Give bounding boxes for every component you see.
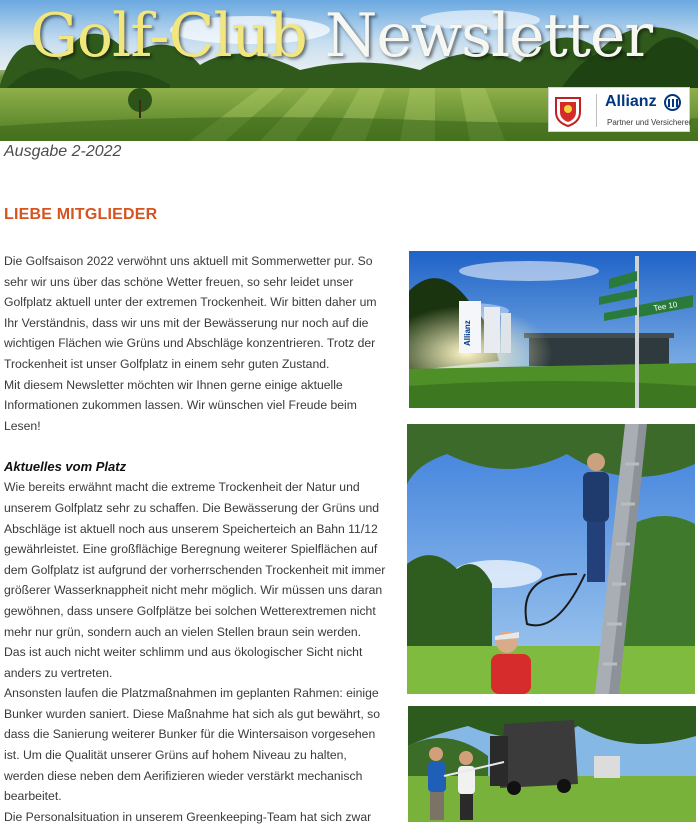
sponsor-tagline: Partner und Versicherer xyxy=(607,118,692,127)
sponsor-name: Allianz xyxy=(605,93,657,110)
club-crest-icon xyxy=(554,92,582,128)
section-paragraph: Ansonsten laufen die Platzmaßnahmen im geplanten Rahmen: einige Bunker wurden saniert. Diese Maßnahme hat sich als gut bewährt, so dass die Sanierung weiterer Bunker für die Wintersaison vorgesehen ist. Um die Qualität unserer Grüns auf hohem Niveau zu halten, werden diese neben dem Aerifizieren wieder verstärkt mechanisch bearbeitet. xyxy=(4,686,380,804)
sign-label: Tee 10 xyxy=(652,299,679,313)
title-newsletter: Newsletter xyxy=(324,1,653,71)
newsletter-banner xyxy=(0,0,698,141)
clubhouse-photo xyxy=(409,251,696,408)
section-paragraph: Wie bereits erwähnt macht die extreme Trockenheit der Natur und unserem Golfplatz sehr zu schaffen. Die Bewässerung der Grüns und Abschläge ist aktuell noch aus unserem Speicherteich an Bahn 11/12 gewährleistet. Eine großflächige Beregnung weiterer Spielflächen auf dem Golfplatz ist aufgrund der vorherrschenden Trockenheit mit immer größerer Wasserknappheit nicht mehr möglich. Wir müssen uns daran gewöhnen, dass unsere Golfplätze bei solchen Wetterextremen nicht mehr nur grün, sondern auch an vielen Stellen braun sein werden. Das ist auch nicht weiter schlimm und aus ökologischer Sicht nicht anders zu vertreten. xyxy=(4,480,386,680)
issue-label: Ausgabe 2-2022 xyxy=(4,143,122,160)
intro-paragraph: Mit diesem Newsletter möchten wir Ihnen gerne einige aktuelle Informationen zukommen lassen. Wir wünschen viel Freude beim Lesen! xyxy=(4,377,357,433)
bunker-work-photo xyxy=(408,706,696,822)
article-text xyxy=(4,251,386,827)
allianz-eagle-icon xyxy=(664,94,681,111)
flag-label: Allianz xyxy=(463,320,472,346)
intro-paragraph: Die Golfsaison 2022 verwöhnt uns aktuell mit Sommerwetter pur. So sehr wir uns über das schöne Wetter freuen, so sehr leidet unser Golfplatz aktuell unter der extremen Trockenheit. Wir bitten daher um Ihr Verständnis, dass wir uns mit der Bewässerung nur noch auf die wichtigen Flächen wie Grüns und Abschläge konzentrieren. Trotz der Trockenheit ist unser Golfplatz in einem sehr guten Zustand. xyxy=(4,254,377,371)
sponsor-divider xyxy=(596,94,597,127)
section-heading: Aktuelles vom Platz xyxy=(4,459,127,475)
greenkeeper-ladder-photo xyxy=(407,424,695,694)
title-club: Golf-Club xyxy=(30,1,307,71)
salutation-heading: LIEBE MITGLIEDER xyxy=(4,206,158,223)
newsletter-title xyxy=(30,1,653,71)
sponsor-logo-box xyxy=(548,87,690,132)
section-paragraph: Die Personalsituation in unserem Greenkeeping-Team hat sich zwar xyxy=(4,809,372,824)
